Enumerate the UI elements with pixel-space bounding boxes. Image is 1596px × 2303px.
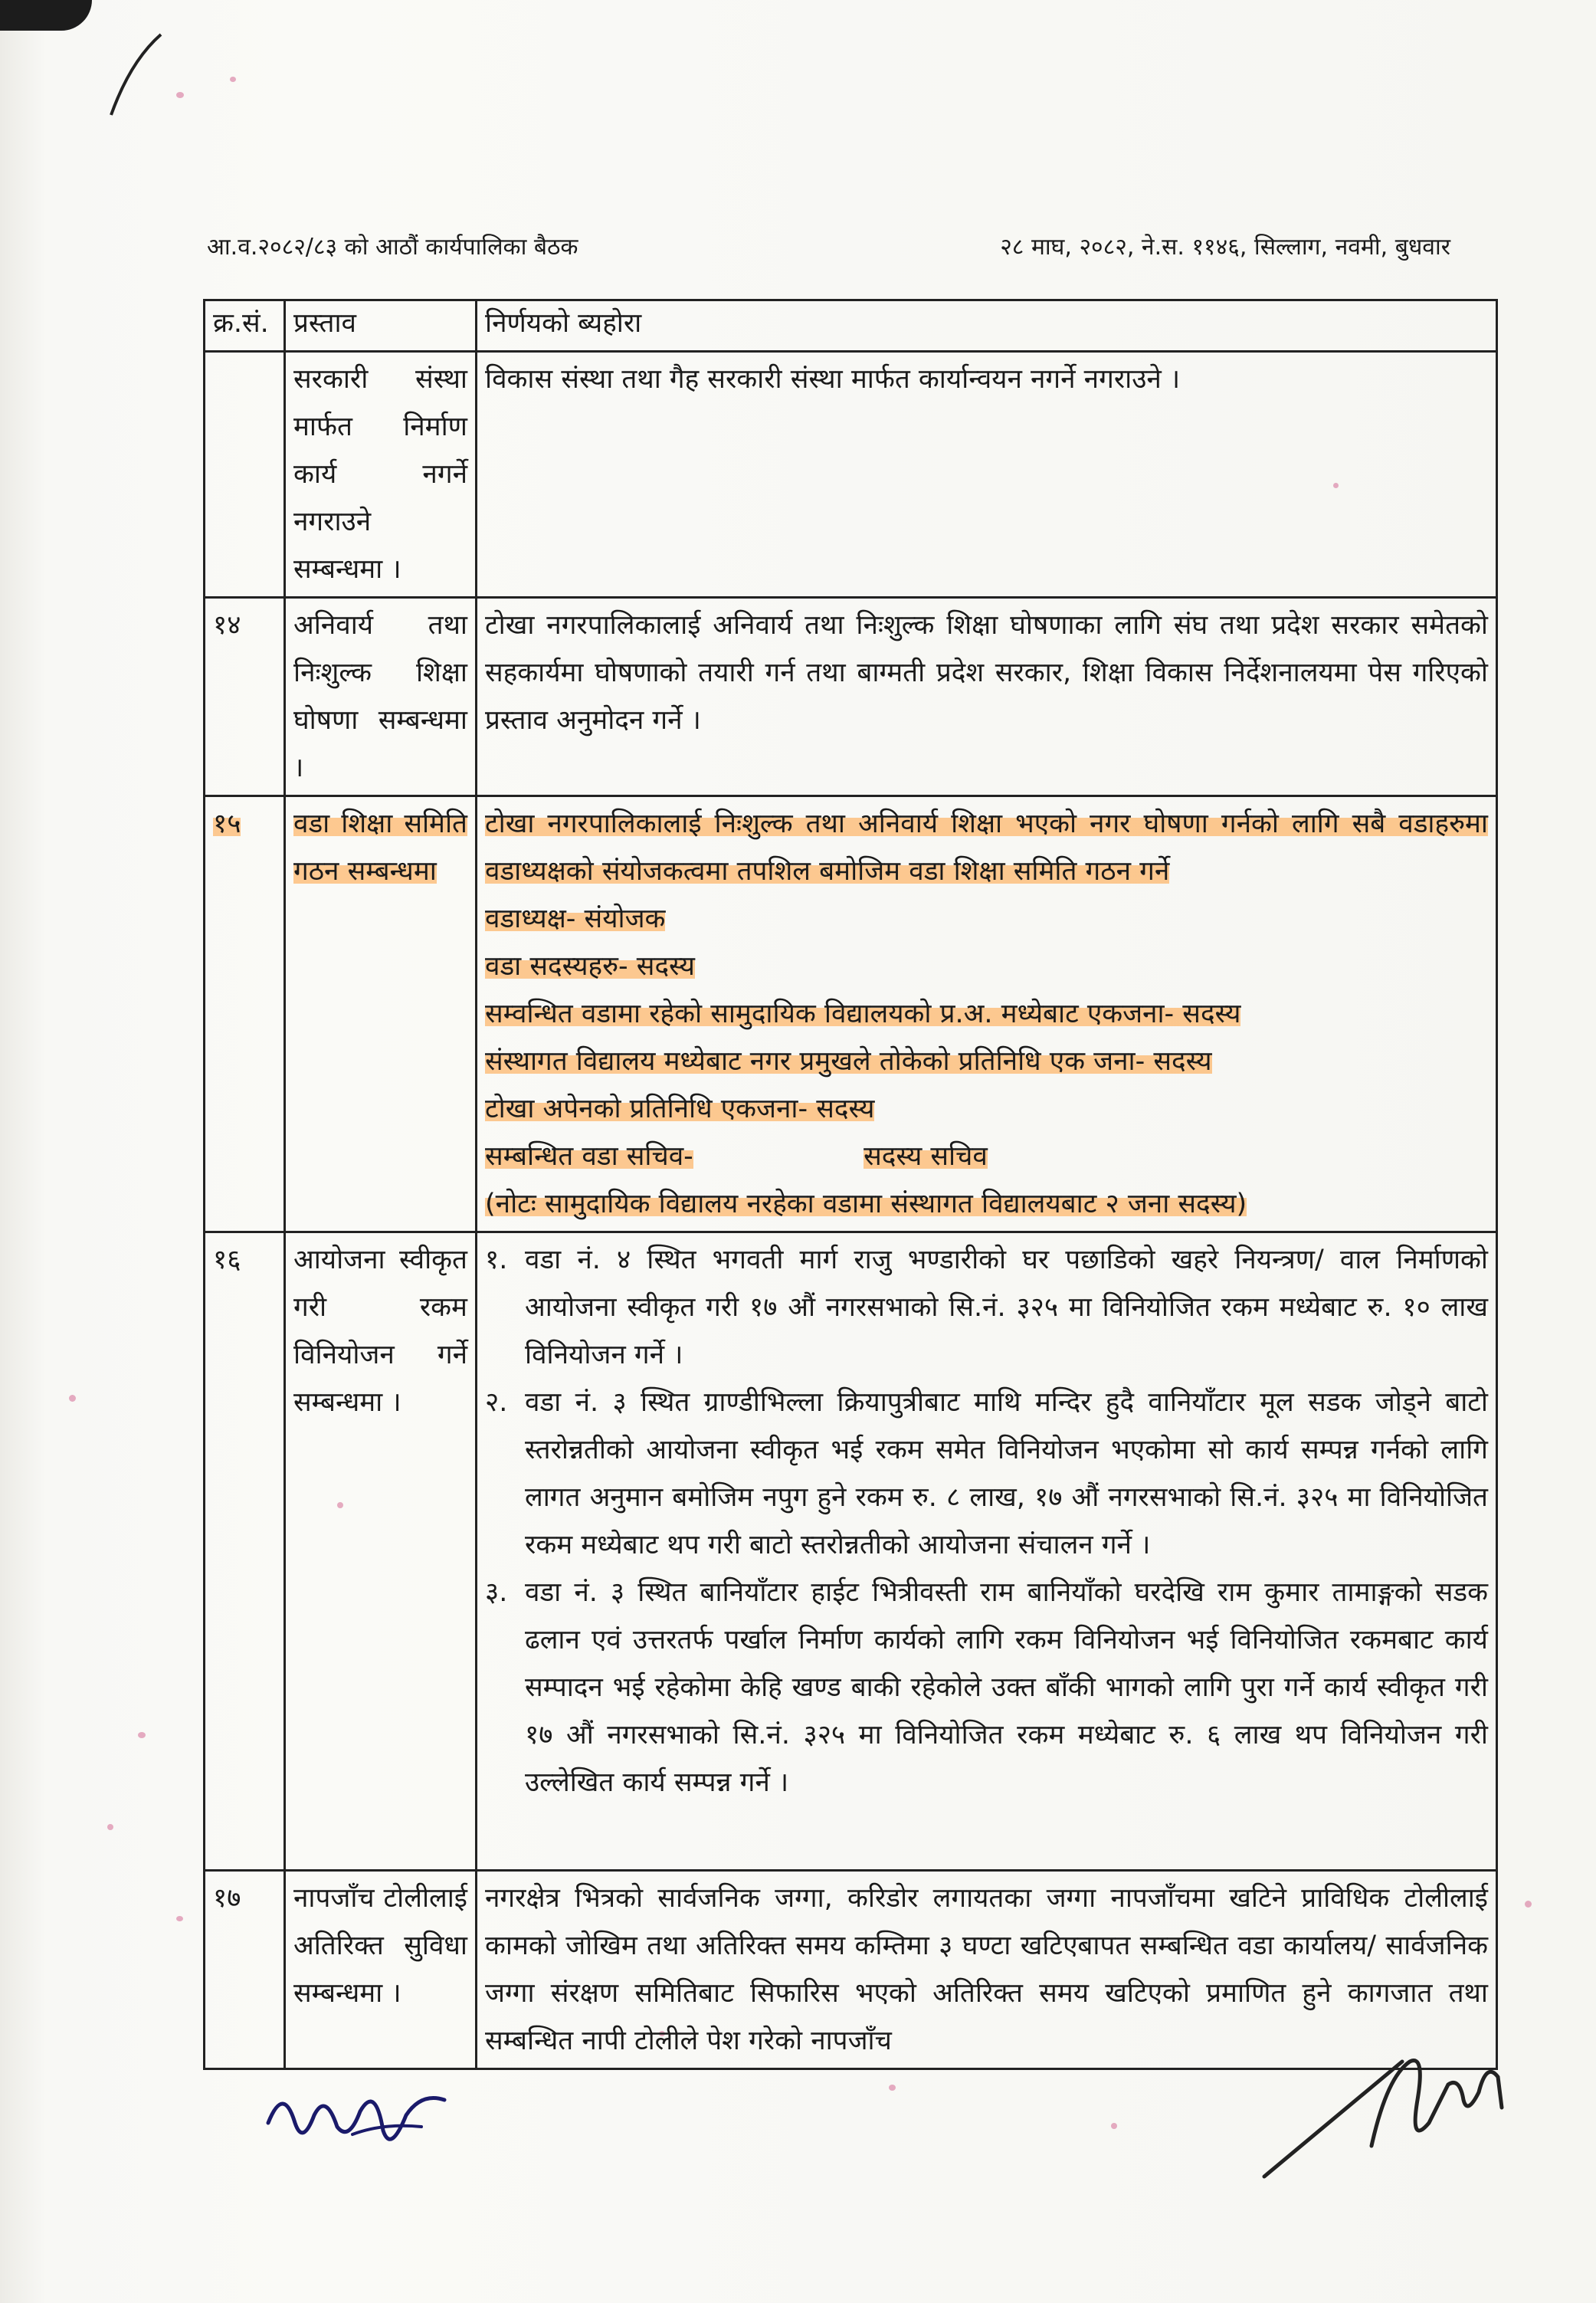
committee-member-text: टोखा अपेनको प्रतिनिधि एकजना- सदस्य (485, 1094, 875, 1124)
row-decision: टोखा नगरपालिकालाई अनिवार्य तथा निःशुल्क शिक्षा घोषणाका लागि संघ तथा प्रदेश सरकार समेतको सहकार्यमा घोषणाको तयारी गर्न तथा बाग्मती प्रदेश सरकार, शिक्षा विकास निर्देशनालयमा पेस गरिएको प्रस्ताव अनुमोदन गर्ने । (477, 598, 1497, 796)
minutes-table (203, 299, 1498, 2070)
table-header-row (205, 300, 1497, 352)
decision-paragraph (485, 800, 1488, 895)
committee-member-line (485, 943, 1488, 990)
row-number: १६ (205, 1232, 285, 1871)
row-proposal: आयोजना स्वीकृत गरी रकम विनियोजन गर्ने सम्बन्धमा । (285, 1232, 477, 1871)
committee-member-line (485, 1085, 1488, 1133)
ink-speck (230, 77, 236, 82)
list-item-text: वडा नं. ३ स्थित ग्राण्डीभिल्ला क्रियापुत्रीबाट माथि मन्दिर हुदै वानियाँटार मूल सडक जोड्ने बाटो स्तरोन्नतीको आयोजना स्वीकृत भई रकम समेत विनियोजन भएकोमा सो कार्य सम्पन्न गर्नको लागि लागत अनुमान बमोजिम नपुग हुने रकम रु. ८ लाख, १७ औं नगरसभाको सि.नं. ३२५ मा विनियोजित रकम मध्येबाट थप गरी बाटो स्तरोन्नतीको आयोजना संचालन गर्ने । (525, 1387, 1488, 1560)
committee-member-text: वडा सदस्यहरु- सदस्य (485, 951, 695, 982)
committee-member-line (485, 895, 1488, 943)
list-item-text: वडा नं. ३ स्थित बानियाँटार हाईट भित्रीवस्ती राम बानियाँको घरदेखि राम कुमार तामाङ्गको सडक ढलान एवं उत्तरतर्फ पर्खाल निर्माण कार्यको लागि रकम विनियोजन भई विनियोजित रकमबाट कार्य सम्पादन भई रहेकोमा केहि खण्ड बाकी रहेकोले उक्त बाँकी भागको लागि पुरा गर्ने कार्य स्वीकृत गरी १७ औं नगरसभाको सि.नं. ३२५ मा विनियोजित रकम मध्येबाट रु. ६ लाख थप विनियोजन गरी उल्लेखित कार्य सम्पन्न गर्ने । (525, 1577, 1488, 1798)
row-number (205, 352, 285, 598)
row-proposal: अनिवार्य तथा निःशुल्क शिक्षा घोषणा सम्बन्धमा । (285, 598, 477, 796)
signature-left (261, 2069, 460, 2161)
list-item-text: वडा नं. ४ स्थित भगवती मार्ग राजु भण्डारीको घर पछाडिको खहरे नियन्त्रण/ वाल निर्माणको आयोजना स्वीकृत गरी १७ औं नगरसभाको सि.नं. ३२५ मा विनियोजित रकम मध्येबाट रु. १० लाख विनियोजन गर्ने । (525, 1245, 1488, 1370)
meeting-date: २८ माघ, २०८२, ने.स. ११४६, सिल्लाग, नवमी, बुधवार (1000, 234, 1450, 261)
column-header-decision: निर्णयको ब्यहोरा (477, 300, 1497, 352)
ink-speck (1525, 1901, 1532, 1908)
committee-member-text: सम्वन्धित वडामा रहेको सामुदायिक विद्यालयको प्र.अ. मध्येबाट एकजना- सदस्य (485, 999, 1241, 1029)
row-decision (477, 796, 1497, 1232)
row-decision (477, 1232, 1497, 1871)
list-item (485, 1569, 1488, 1806)
signature-right (1257, 2031, 1517, 2184)
ink-speck (889, 2085, 896, 2091)
row-proposal (285, 796, 477, 1232)
committee-member-line (485, 1133, 1488, 1180)
row-proposal-text: वडा शिक्षा समिति गठन सम्बन्धमा (293, 809, 467, 887)
meeting-title: आ.व.२०८२/८३ को आठौं कार्यपालिका बैठक (207, 234, 578, 261)
committee-member-text: वडाध्यक्ष- संयोजक (485, 904, 666, 934)
decision-list (485, 1236, 1488, 1806)
row-number-text: १५ (213, 809, 241, 839)
committee-role-text: सदस्य सचिव (864, 1141, 988, 1172)
list-item (485, 1236, 1488, 1379)
column-header-proposal: प्रस्ताव (285, 300, 477, 352)
ink-speck (107, 1824, 113, 1830)
committee-member-text: सम्बन्धित वडा सचिव- (485, 1141, 693, 1172)
ink-speck (69, 1395, 76, 1402)
decision-text: टोखा नगरपालिकालाई निःशुल्क तथा अनिवार्य शिक्षा भएको नगर घोषणा गर्नको लागि सबै वडाहरुमा वडाध्यक्षको संयोजकत्वमा तपशिल बमोजिम वडा शिक्षा समिति गठन गर्ने (485, 809, 1488, 887)
ink-speck (138, 1732, 146, 1738)
list-item-number: ३. (485, 1577, 508, 1608)
row-number: १७ (205, 1871, 285, 2069)
committee-member-line (485, 1038, 1488, 1085)
table-row (205, 796, 1497, 1232)
ink-speck (176, 1916, 183, 1921)
row-proposal: नापजाँच टोलीलाई अतिरिक्त सुविधा सम्बन्धमा । (285, 1871, 477, 2069)
margin-pen-mark (100, 31, 169, 123)
row-number: १४ (205, 598, 285, 796)
ink-speck (1111, 2123, 1117, 2129)
table-row (205, 598, 1497, 796)
table-row (205, 1232, 1497, 1871)
row-decision: नगरक्षेत्र भित्रको सार्वजनिक जग्गा, करिडोर लगायतका जग्गा नापजाँचमा खटिने प्राविधिक टोलीलाई कामको जोखिम तथा अतिरिक्त समय कम्तिमा ३ घण्टा खटिएबापत सम्बन्धित वडा कार्यालय/ सार्वजनिक जग्गा संरक्षण समितिबाट सिफारिस भएको अतिरिक्त समय खटिएको प्रमाणित हुने कागजात तथा सम्बन्धित नापी टोलीले पेश गरेको नापजाँच (477, 1871, 1497, 2069)
row-number (205, 796, 285, 1232)
list-item-number: १. (485, 1245, 508, 1275)
list-item (485, 1379, 1488, 1569)
ink-speck (176, 92, 184, 98)
row-decision: विकास संस्था तथा गैह सरकारी संस्था मार्फत कार्यान्वयन नगर्ने नगराउने । (477, 352, 1497, 598)
row-proposal: सरकारी संस्था मार्फत निर्माण कार्य नगर्ने नगराउने सम्बन्धमा । (285, 352, 477, 598)
table-row (205, 352, 1497, 598)
committee-note-text: (नोटः सामुदायिक विद्यालय नरहेका वडामा संस्थागत विद्यालयबाट २ जना सदस्य) (485, 1189, 1247, 1219)
committee-member-text: संस्थागत विद्यालय मध्येबाट नगर प्रमुखले तोकेको प्रतिनिधि एक जना- सदस्य (485, 1046, 1212, 1077)
column-header-serial: क्र.सं. (205, 300, 285, 352)
committee-note (485, 1180, 1488, 1228)
list-item-number: २. (485, 1387, 508, 1418)
committee-member-line (485, 990, 1488, 1038)
